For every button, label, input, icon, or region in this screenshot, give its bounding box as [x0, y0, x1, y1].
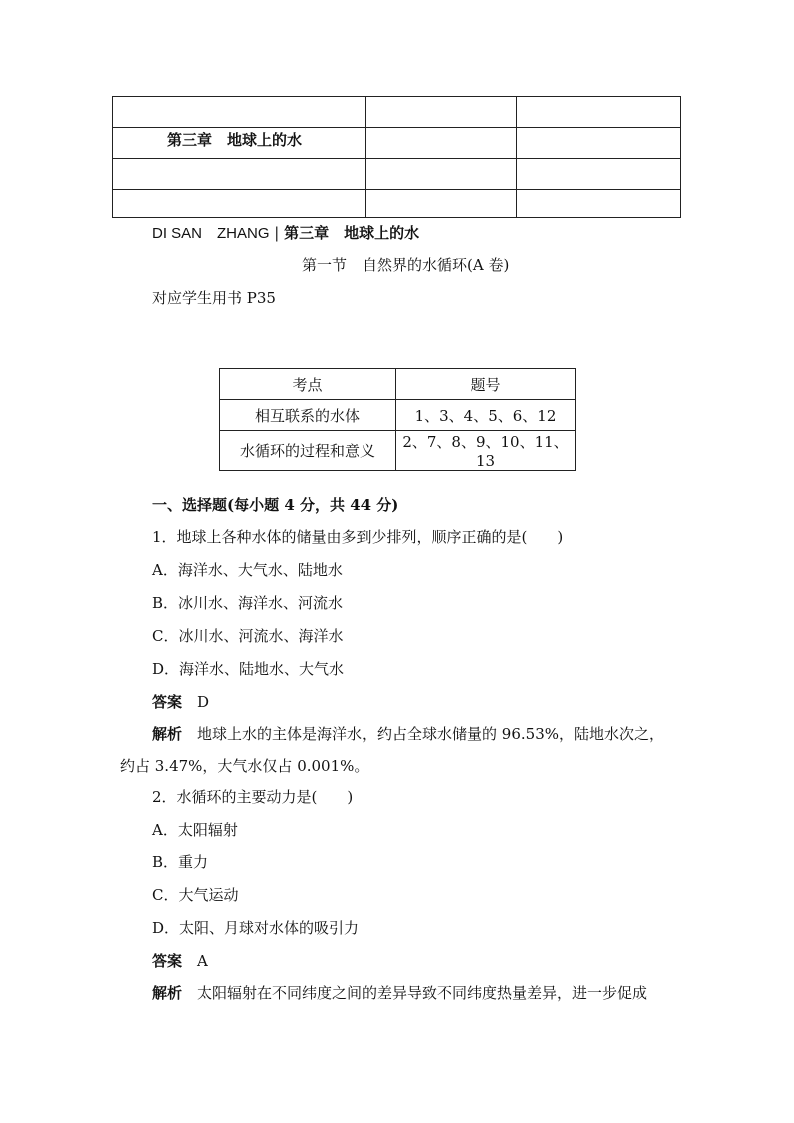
- header-cell: [517, 97, 681, 128]
- header-chapter-text: 第三章 地球上的水: [167, 130, 303, 149]
- kaodian-numbers-cell: 1、3、4、5、6、12: [396, 400, 576, 431]
- header-grid-table: [112, 96, 681, 218]
- header-cell: [366, 190, 517, 218]
- kaodian-header-row: [220, 369, 576, 400]
- kaodian-row: [220, 400, 576, 431]
- answer-label: 答案: [152, 952, 183, 970]
- analysis-line: [152, 723, 664, 744]
- kaodian-row: [220, 431, 576, 471]
- header-row: [113, 159, 681, 190]
- kaodian-topic-cell: 水循环的过程和意义: [220, 431, 396, 471]
- kaodian-header-cell: 考点: [220, 369, 396, 400]
- question-option: B．冰川水、海洋水、河流水: [152, 594, 344, 612]
- header-cell: [113, 190, 366, 218]
- header-chapter-cell: [113, 128, 366, 159]
- kaodian-topic-cell: 相互联系的水体: [220, 400, 396, 431]
- header-row: [113, 190, 681, 218]
- header-cell: [517, 128, 681, 159]
- analysis-label: 解析: [152, 725, 183, 743]
- section-title: 第一节 自然界的水循环(A 卷): [302, 256, 510, 274]
- header-cell: [366, 128, 517, 159]
- header-cell: [366, 97, 517, 128]
- answer-label: 答案: [152, 693, 183, 711]
- running-head-pinyin: DI SAN ZHANG: [152, 225, 270, 242]
- analysis-continuation: 约占 3.47%，大气水仅占 0.001%。: [120, 757, 370, 775]
- kaodian-header-cell: 题号: [396, 369, 576, 400]
- analysis-label: 解析: [152, 984, 183, 1002]
- running-head: [152, 222, 419, 243]
- header-row: [113, 97, 681, 128]
- student-book-ref: 对应学生用书 P35: [152, 289, 276, 307]
- kaodian-numbers-cell: 2、7、8、9、10、11、13: [396, 431, 576, 471]
- kaodian-table: [219, 368, 576, 471]
- question-option: C．冰川水、河流水、海洋水: [152, 627, 344, 645]
- answer-value: D: [197, 693, 210, 711]
- analysis-line: [152, 982, 647, 1003]
- header-cell: [366, 159, 517, 190]
- question-option: A．海洋水、大气水、陆地水: [152, 561, 343, 579]
- question-option: B．重力: [152, 853, 209, 871]
- question-option: C．大气运动: [152, 886, 239, 904]
- analysis-text: 地球上水的主体是海洋水，约占全球水储量的 96.53%，陆地水次之，: [197, 725, 664, 743]
- answer-line: [152, 691, 209, 712]
- header-cell: [113, 159, 366, 190]
- analysis-text: 太阳辐射在不同纬度之间的差异导致不同纬度热量差异，进一步促成: [197, 984, 648, 1002]
- answer-line: [152, 950, 208, 971]
- running-head-separator: |: [274, 224, 280, 242]
- running-head-chapter: 第三章 地球上的水: [284, 224, 420, 242]
- header-cell: [517, 190, 681, 218]
- question-stem: 2．水循环的主要动力是( ): [152, 788, 354, 806]
- part-title: 一、选择题(每小题 4 分，共 44 分): [152, 496, 399, 514]
- header-row: [113, 128, 681, 159]
- answer-value: A: [197, 952, 208, 970]
- header-cell: [113, 97, 366, 128]
- question-stem: 1．地球上各种水体的储量由多到少排列，顺序正确的是( ): [152, 528, 564, 546]
- question-option: A．太阳辐射: [152, 821, 238, 839]
- header-cell: [517, 159, 681, 190]
- question-option: D．太阳、月球对水体的吸引力: [152, 919, 360, 937]
- question-option: D．海洋水、陆地水、大气水: [152, 660, 345, 678]
